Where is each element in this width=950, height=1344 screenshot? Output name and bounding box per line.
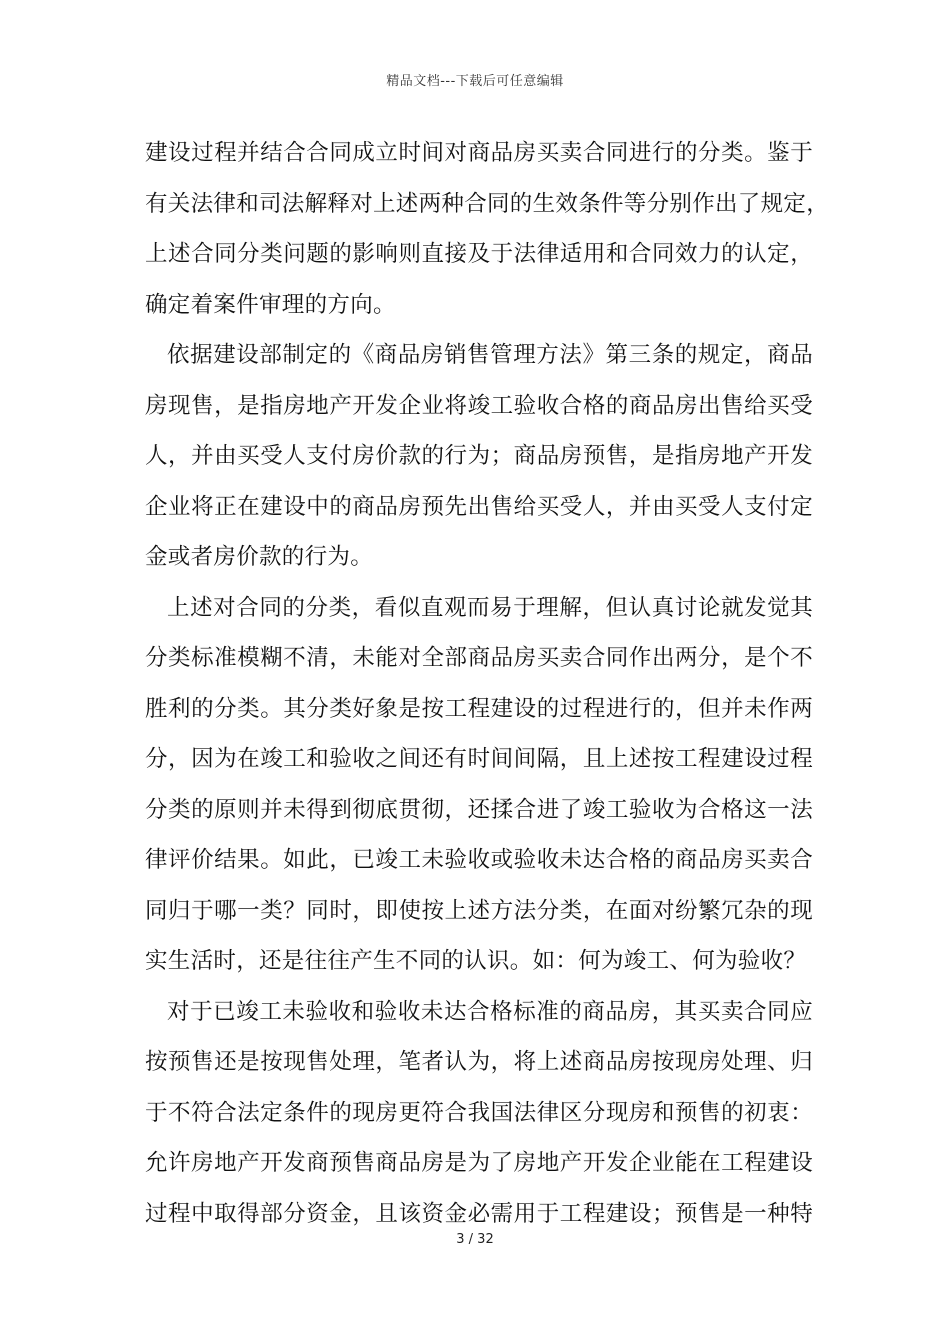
text-line: 分类的原则并未得到彻底贯彻，还揉合进了竣工验收为合格这一法 bbox=[145, 796, 813, 823]
page-number: 3 / 32 bbox=[456, 1232, 494, 1247]
text-line: 胜利的分类。其分类好象是按工程建设的过程进行的，但并未作两 bbox=[145, 695, 813, 722]
text-line: 按预售还是按现售处理，笔者认为，将上述商品房按现房处理、归 bbox=[145, 1049, 813, 1075]
text-line: 有关法律和司法解释对上述两种合同的生效条件等分别作出了规定， bbox=[145, 190, 830, 217]
paragraph-3 bbox=[145, 583, 813, 987]
text-line: 于不符合法定条件的现房更符合我国法律区分现房和预售的初衷： bbox=[145, 1099, 813, 1126]
text-line: 同归于哪一类？同时，即使按上述方法分类，在面对纷繁冗杂的现 bbox=[145, 897, 813, 924]
paragraph-2 bbox=[145, 330, 813, 583]
text-line: 上述对合同的分类，看似直观而易于理解，但认真讨论就发觉其 bbox=[167, 594, 813, 621]
text-line: 建设过程并结合合同成立时间对商品房买卖合同进行的分类。鉴于 bbox=[145, 140, 813, 166]
text-line: 确定着案件审理的方向。 bbox=[145, 291, 396, 318]
text-line: 依据建设部制定的《商品房销售管理方法》第三条的规定，商品 bbox=[167, 342, 813, 368]
text-line: 分，因为在竣工和验收之间还有时间间隔，且上述按工程建设过程 bbox=[145, 746, 813, 772]
text-line: 房现售，是指房地产开发企业将竣工验收合格的商品房出售给买受 bbox=[145, 392, 813, 419]
text-line: 金或者房价款的行为。 bbox=[145, 544, 374, 570]
document-body bbox=[145, 128, 830, 1239]
text-line: 实生活时，还是往往产生不同的认识。如：何为竣工、何为验收？ bbox=[145, 948, 807, 974]
paragraph-1 bbox=[145, 128, 830, 330]
page-header: 精品文档---下载后可任意编辑 bbox=[386, 74, 564, 89]
text-line: 分类标准模糊不清，未能对全部商品房买卖合同作出两分，是个不 bbox=[145, 645, 813, 671]
text-line: 上述合同分类问题的影响则直接及于法律适用和合同效力的认定， bbox=[145, 241, 813, 267]
text-line: 企业将正在建设中的商品房预先出售给买受人，并由买受人支付定 bbox=[145, 493, 813, 520]
text-line: 律评价结果。如此，已竣工未验收或验收未达合格的商品房买卖合 bbox=[145, 847, 813, 873]
text-line: 过程中取得部分资金，且该资金必需用于工程建设；预售是一种特 bbox=[145, 1200, 813, 1227]
text-line: 对于已竣工未验收和验收未达合格标准的商品房，其买卖合同应 bbox=[167, 998, 813, 1025]
text-line: 允许房地产开发商预售商品房是为了房地产开发企业能在工程建设 bbox=[145, 1150, 813, 1176]
paragraph-4 bbox=[145, 987, 813, 1240]
text-line: 人，并由买受人支付房价款的行为；商品房预售，是指房地产开发 bbox=[145, 443, 813, 469]
